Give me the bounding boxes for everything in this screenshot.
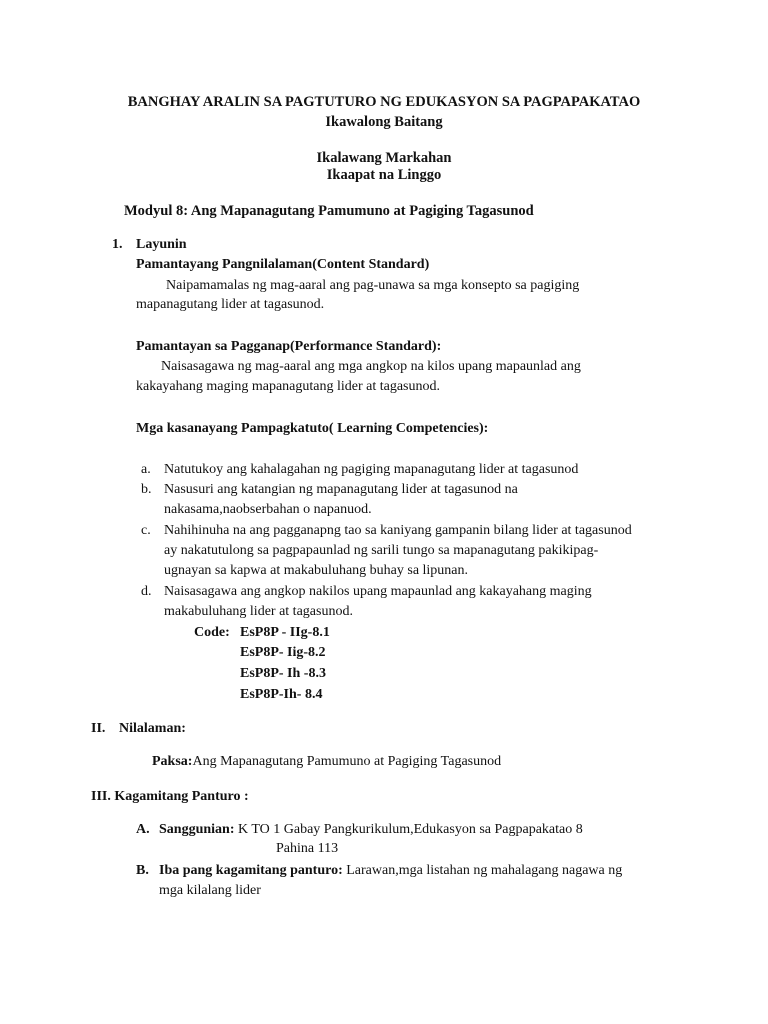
code-label: Code: [194,625,230,640]
module-title: Modyul 8: Ang Mapanagutang Pamumuno at Pagiging Tagasunod [124,203,534,219]
section1-title: Layunin [136,237,187,252]
list-item: ay nakatutulong sa pagpapaunlad ng sarili tungo sa mapanagutang pakikipag- [164,543,599,558]
content-standard-line1: Naipamamalas ng mag-aaral ang pag-unawa sa mga konsepto sa pagiging [166,278,580,293]
topic-label: Paksa: [152,754,193,769]
section2-title: Nilalaman: [119,721,186,736]
content-standard-line2: mapanagutang lider at tagasunod. [136,297,325,312]
code-item: EsP8P- Iig-8.2 [240,645,326,660]
week: Ikaapat na Linggo [326,167,442,183]
list-item: ugnayan sa kapwa at makabuluhang buhay sa lipunan. [164,563,469,578]
list-item-marker: a. [141,462,151,477]
item-b-marker: B. [136,863,149,878]
item-b-line [159,861,622,881]
list-item: Naisasagawa ang angkop nakilos upang mapaunlad ang kakayahang maging [164,584,592,599]
section2-number: II. [91,721,106,736]
section1-number: 1. [112,237,123,252]
topic-value: Ang Mapanagutang Pamumuno at Pagiging Tagasunod [192,754,502,769]
item-a-page: Pahina 113 [276,841,339,856]
item-a-marker: A. [136,822,150,837]
item-a-line [159,820,583,840]
code-item: EsP8P - IIg-8.1 [240,625,330,640]
item-b-value: Larawan,mga listahan ng mahalagang nagawa ng [346,863,623,878]
performance-standard-line1: Naisasagawa ng mag-aaral ang mga angkop na kilos upang mapaunlad ang [161,359,581,374]
competencies-heading: Mga kasanayang Pampagkatuto( Learning Competencies): [136,421,489,436]
list-item-marker: b. [141,482,152,497]
list-item: Nahihinuha na ang pagganapng tao sa kaniyang gampanin bilang lider at tagasunod [164,523,632,538]
content-standard-heading: Pamantayang Pangnilalaman(Content Standard) [136,257,430,272]
document-title: BANGHAY ARALIN SA PAGTUTURO NG EDUKASYON SA PAGPAPAKATAO [127,94,641,110]
quarter: Ikalawang Markahan [316,150,452,166]
list-item-marker: d. [141,584,152,599]
section3-title: III. Kagamitang Panturo : [91,789,249,804]
topic-line [152,752,501,772]
item-a-value: K TO 1 Gabay Pangkurikulum,Edukasyon sa Pagpapakatao 8 [237,822,583,837]
list-item: nakasama,naobserbahan o napanuod. [164,502,372,517]
code-item: EsP8P-Ih- 8.4 [240,687,323,702]
performance-standard-line2: kakayahang maging mapanagutang lider at tagasunod. [136,379,441,394]
list-item: Nasusuri ang katangian ng mapanagutang lider at tagasunod na [164,482,518,497]
item-b-value-line2: mga kilalang lider [159,883,261,898]
list-item: makabuluhang lider at tagasunod. [164,604,353,619]
grade-level: Ikawalong Baitang [325,114,443,130]
list-item-marker: c. [141,523,151,538]
item-b-label: Iba pang kagamitang panturo: [159,863,343,878]
item-a-label: Sanggunian: [159,822,235,837]
list-item: Natutukoy ang kahalagahan ng pagiging mapanagutang lider at tagasunod [164,462,579,477]
performance-standard-heading: Pamantayan sa Pagganap(Performance Standard): [136,339,442,354]
code-item: EsP8P- Ih -8.3 [240,666,326,681]
